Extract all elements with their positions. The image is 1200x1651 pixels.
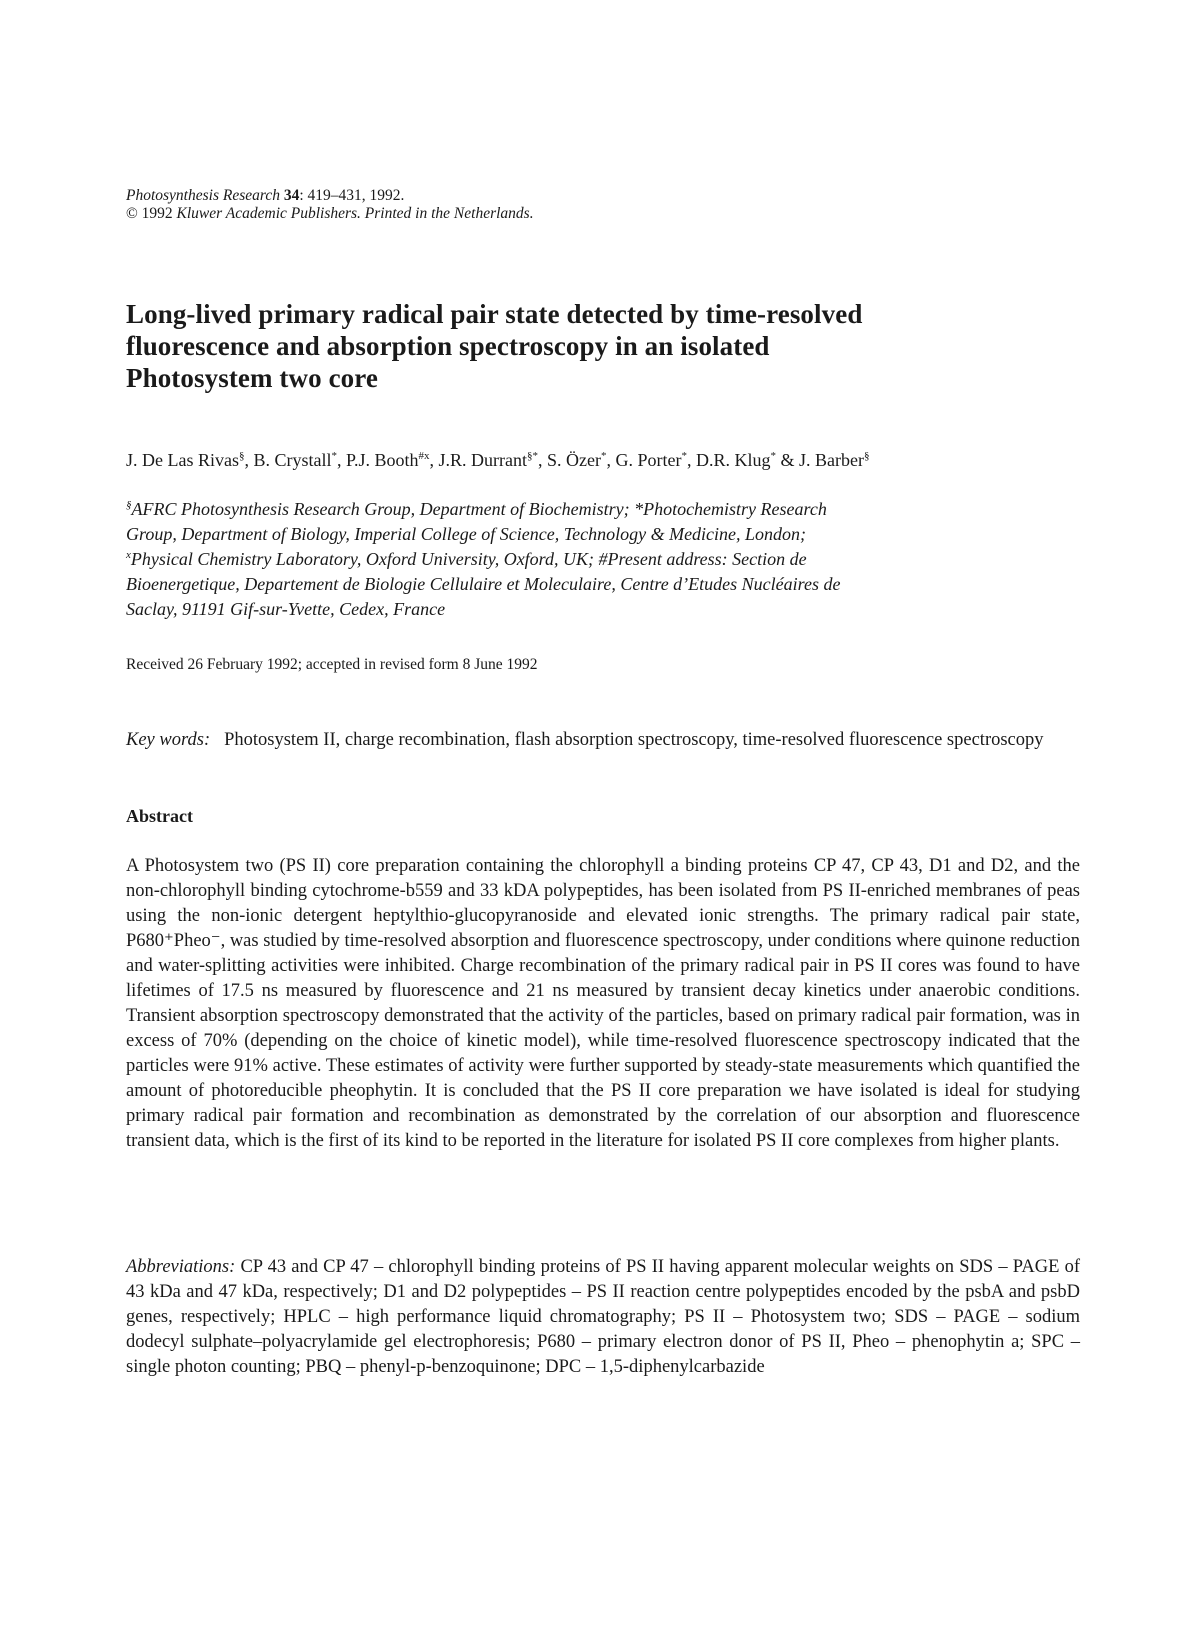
title-line: Photosystem two core <box>126 363 378 393</box>
author-name: J. Barber <box>799 450 865 470</box>
affiliation-text: Saclay, 91191 Gif-sur-Yvette, Cedex, France <box>126 599 446 619</box>
copyright-icon: © <box>126 205 138 222</box>
title-line: Long-lived primary radical pair state detected by time-resolved <box>126 299 863 329</box>
author-mark: §* <box>527 450 539 462</box>
abbreviations-label: Abbreviations: <box>126 1257 236 1277</box>
received-dates: Received 26 February 1992; accepted in revised form 8 June 1992 <box>126 656 538 673</box>
keywords <box>126 728 1080 753</box>
abbreviations <box>126 1255 1080 1380</box>
author-mark: * <box>331 450 337 462</box>
journal-copyright <box>126 205 1080 223</box>
author-name: B. Crystall <box>253 450 332 470</box>
author <box>616 450 697 470</box>
author <box>799 450 869 470</box>
affiliation-line <box>126 522 1080 547</box>
title-line: fluorescence and absorption spectroscopy in an isolated <box>126 331 770 361</box>
affiliation-line <box>126 597 1080 622</box>
copyright-year: 1992 <box>141 205 173 222</box>
author <box>253 450 346 470</box>
author <box>346 450 439 470</box>
affiliation-mark: § <box>126 499 132 511</box>
author-name: J. De Las Rivas <box>126 450 239 470</box>
author-mark: § <box>238 450 245 462</box>
journal-citation <box>126 187 1080 205</box>
article-title <box>126 298 1080 394</box>
affiliation-text: Group, Department of Biology, Imperial College of Science, Technology & Medicine, London; <box>126 524 807 544</box>
affiliation-mark: x <box>126 549 131 561</box>
abbreviations-text: CP 43 and CP 47 – chlorophyll binding proteins of PS II having apparent molecular weights on SDS – PAGE of 43 kDa and 47 kDa, respectively; D1 and D2 polypeptides – PS II reaction centre polypeptides encoded by the psbA and psbD genes, respectively; HPLC – high performance liquid chromatography; PS II – Photosystem two; SDS – PAGE – sodium dodecyl sulphate–polyacrylamide gel electrophoresis; P680 – primary electron donor of PS II, Pheo – phenophytin a; SPC – single photon counting; PBQ – phenyl-p-benzoquinone; DPC – 1,5-diphenylcarbazide <box>126 1257 1080 1377</box>
affiliation-line <box>126 497 1080 522</box>
author-name: P.J. Booth <box>346 450 419 470</box>
author-name: S. Özer <box>547 450 602 470</box>
keywords-label: Key words: <box>126 730 211 750</box>
affiliation-text: AFRC Photosynthesis Research Group, Department of Biochemistry; *Photochemistry Research <box>131 499 827 519</box>
author-name: G. Porter <box>615 450 682 470</box>
keywords-text: Photosystem II, charge recombination, flash absorption spectroscopy, time-resolved fluorescence spectroscopy <box>224 730 1044 750</box>
affiliation-line <box>126 547 1080 572</box>
author-name: D.R. Klug <box>696 450 771 470</box>
author <box>126 450 253 470</box>
author-separator: , <box>606 450 616 470</box>
affiliation-line <box>126 572 1080 597</box>
affiliations <box>126 497 1080 622</box>
author-separator: , <box>687 450 697 470</box>
affiliation-text: Bioenergetique, Departement de Biologie Cellulaire et Moleculaire, Centre d’Etudes Nucléaires de <box>126 574 841 594</box>
author-mark: * <box>681 450 688 462</box>
author-separator: & <box>776 450 800 470</box>
author-name: J.R. Durrant <box>438 450 528 470</box>
journal-pages: : 419–431, 1992. <box>299 187 405 204</box>
journal-header <box>126 187 1080 223</box>
journal-name: Photosynthesis Research <box>126 187 280 204</box>
author-separator: , <box>429 450 439 470</box>
publisher-line: Kluwer Academic Publishers. Printed in the Netherlands. <box>176 205 534 222</box>
author-separator: , <box>337 450 346 470</box>
author-mark: § <box>864 450 870 462</box>
author-list <box>126 449 1080 472</box>
author-separator: , <box>538 450 548 470</box>
author-mark: #x <box>418 450 430 462</box>
affiliation-text: Physical Chemistry Laboratory, Oxford University, Oxford, UK; #Present address: Section de <box>130 549 807 569</box>
author-separator: , <box>244 450 254 470</box>
journal-volume: 34 <box>283 187 300 204</box>
author <box>547 450 615 470</box>
abstract-text: A Photosystem two (PS II) core preparation containing the chlorophyll a binding proteins CP 47, CP 43, D1 and D2, and the non-chlorophyll binding cytochrome-b559 and 33 kDA polypeptides, has been isolated from PS II-enriched membranes of peas using the non-ionic detergent heptylthio-glucopyranoside and elevated ionic strengths. The primary radical pair state, P680⁺Pheo⁻, was studied by time-resolved absorption and fluorescence spectroscopy, under conditions where quinone reduction and water-splitting activities were inhibited. Charge recombination of the primary radical pair in PS II cores was found to have lifetimes of 17.5 ns measured by fluorescence and 21 ns measured by transient decay kinetics under anaerobic conditions. Transient absorption spectroscopy demonstrated that the activity of the particles, based on primary radical pair formation, was in excess of 70% (depending on the choice of kinetic model), while time-resolved fluorescence spectroscopy indicated that the particles were 91% active. These estimates of activity were further supported by steady-state measurements which quantified the amount of photoreducible pheophytin. It is concluded that the PS II core preparation we have isolated is ideal for studying primary radical pair formation and recombination as demonstrated by the correlation of our absorption and fluorescence transient data, which is the first of its kind to be reported in the literature for isolated PS II core complexes from higher plants. <box>126 856 1080 1151</box>
author <box>439 450 548 470</box>
author-mark: * <box>601 450 607 462</box>
author-mark: * <box>770 450 777 462</box>
abstract-heading: Abstract <box>126 806 193 826</box>
author <box>696 450 799 470</box>
